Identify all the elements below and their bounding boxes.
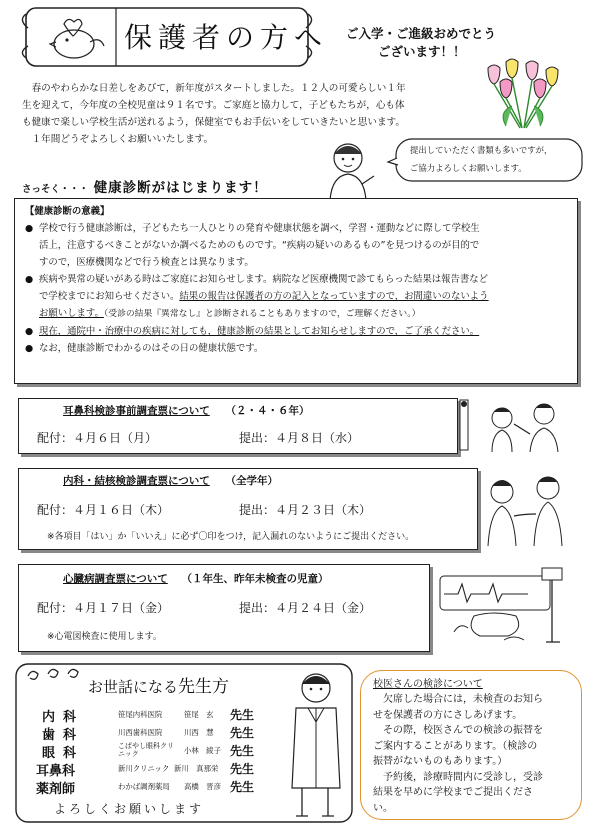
bullet-icon: ●	[25, 343, 34, 354]
doctor-illustration	[282, 668, 348, 820]
greeting-line-1: ご入学・ご進級おめでとう	[346, 26, 497, 41]
meaning-box	[14, 198, 578, 384]
school-doctor-line: 欠席した場合には，未検査のお知ら	[383, 694, 543, 705]
nurse-illustration	[320, 140, 380, 202]
meaning-item-cont: で学校までにお知らせください。結果の報告は保護者の方の記入となっていますので，お間違いのないよう	[39, 291, 489, 302]
meaning-item: ● 疾病や異常の疑いがある時はご家庭にお知らせします。病院など医療機関で診てもらった結果は報告書など	[25, 271, 567, 288]
sub-label: 提出：	[239, 431, 276, 445]
school-doctor-line: その際，校医さんでの検診の振替を	[383, 725, 543, 736]
greeting-line-2: ございます！！	[378, 44, 466, 59]
doctor-row: 眼科 こばやし眼科クリニック 小林 綾子 先生	[42, 742, 255, 761]
meaning-title: 【健康診断の意義】	[25, 206, 110, 217]
ecg-illustration	[434, 566, 578, 650]
form-title: 耳鼻科検診事前調査票について	[63, 405, 210, 417]
meaning-item: ● 現在，通院中・治療中の疾病に対しても，健康診断の結果としてお知らせしますので，ご了承ください。	[25, 323, 567, 340]
meaning-item: ● なお，健康診断でわかるのはその日の健康状態です。	[25, 340, 567, 357]
school-doctor-title: 校医さんの検診について	[373, 679, 483, 690]
dist-label: 配付：	[37, 431, 74, 445]
bubble-line-2: ご協力よろしくお願いします。	[410, 163, 527, 173]
internal-exam-illustration	[478, 466, 578, 550]
doctors-panel	[14, 662, 354, 824]
dist-date: ４月１６日（木）	[73, 503, 170, 517]
heading-prefix: さっそく・・・	[22, 184, 89, 195]
intro-line: 春のやわらかな日差しをあびて，新年度がスタートしました。１２人の可愛らしい１年	[22, 83, 406, 94]
chick-illustration	[34, 12, 112, 64]
school-doctor-line: ご案内することがあります。（検診の	[373, 740, 538, 752]
health-check-heading	[22, 176, 268, 196]
form-grade: （１年生、昨年未検査の児童）	[181, 573, 329, 585]
sub-date: ４月２３日（木）	[275, 503, 372, 517]
doctors-heading: お世話になる先生方	[88, 677, 230, 697]
dist-label: 配付：	[37, 503, 74, 517]
page-title: 保護者の方へ	[124, 21, 329, 54]
heading-main: 健康診断がはじまります！	[93, 180, 268, 196]
doctor-row: 歯科 川西歯科医院 川西 慧 先生	[42, 726, 255, 743]
intro-text	[22, 80, 406, 148]
meaning-item-cont: お願いします。（受診の結果『異常なし』と診断されることもありますので，ご理解ください。）	[39, 308, 421, 319]
intro-line: 生を迎えて，今年度の全校児童は９１名です。ご家庭と協力して，子どもたちが，心も体	[22, 100, 405, 111]
sub-date: ４月２４日（金）	[275, 601, 372, 615]
doctors-table	[34, 706, 284, 796]
tulip-illustration	[476, 60, 576, 130]
form-box-internal	[18, 468, 478, 550]
bullet-icon: ●	[25, 326, 34, 337]
bullet-icon: ●	[25, 223, 34, 234]
form-title: 内科・結核検診調査票について	[63, 475, 210, 487]
school-doctor-box	[360, 670, 582, 820]
speech-bubble	[388, 138, 584, 182]
form-grade: （全学年）	[225, 475, 278, 487]
form-title: 心臓病調査票について	[63, 573, 168, 585]
school-doctor-line: せを保護者の方にさしあげます。	[373, 709, 523, 721]
sub-date: ４月８日（水）	[275, 431, 360, 445]
form-note: ※心電図検査に使用します。	[47, 632, 162, 642]
meaning-item-cont: すので，医療機関などで行う検査とは異なります。	[39, 257, 254, 268]
sub-label: 提出：	[239, 503, 276, 517]
dist-date: ４月６日（月）	[73, 431, 158, 445]
form-box-ent	[18, 398, 458, 454]
meaning-item: ● 学校で行う健康診断は，子どもたち一人ひとりの発育や健康状態を調べ，学習・運動などに際して学校生	[25, 220, 567, 237]
intro-line: も健康で楽しい学校生活が送れるよう，保健室でもお手伝いをしていきたいと思います。	[22, 117, 405, 128]
dist-date: ４月１７日（金）	[73, 601, 170, 615]
bubble-line-1: 提出していただく書類も多いですが，	[410, 145, 553, 155]
header-title-banner	[20, 4, 329, 70]
meaning-item-cont: 活上，注意するべきことがないか調べるためのものです。“疾病の疑いのあるもの”を見つけるのが目的で	[39, 240, 480, 251]
bullet-icon: ●	[25, 274, 34, 285]
sub-label: 提出：	[239, 601, 276, 615]
dist-label: 配付：	[37, 601, 74, 615]
intro-line: １年間どうぞよろしくお願いいたします。	[22, 134, 214, 145]
ent-exam-illustration	[458, 396, 578, 454]
school-doctor-line: い。	[373, 802, 393, 814]
school-doctor-line: 結果を早めに学校までご提出くださ	[373, 787, 533, 798]
doctor-row: 内科 笹尾内科医院 笹尾 玄 先生	[42, 708, 255, 725]
doctor-row: 耳鼻科 新川クリニック 新川 真那栄 先生	[36, 762, 255, 779]
doctors-footer: よろしくお願いします	[54, 802, 205, 816]
school-doctor-line: 振替がないものもあります。）	[373, 756, 508, 767]
form-box-heart	[18, 564, 430, 652]
doctor-row: 薬剤師 わかば調剤薬局 高橋 晋彦 先生	[36, 780, 255, 797]
form-grade: （２・４・６年）	[225, 405, 310, 417]
school-doctor-line: 予約後，診療時間内に受診し，受診	[383, 771, 543, 783]
form-note: ※各項目「はい」か「いいえ」に必ず〇印をつけ，記入漏れのないようにご提出ください。	[47, 532, 415, 542]
